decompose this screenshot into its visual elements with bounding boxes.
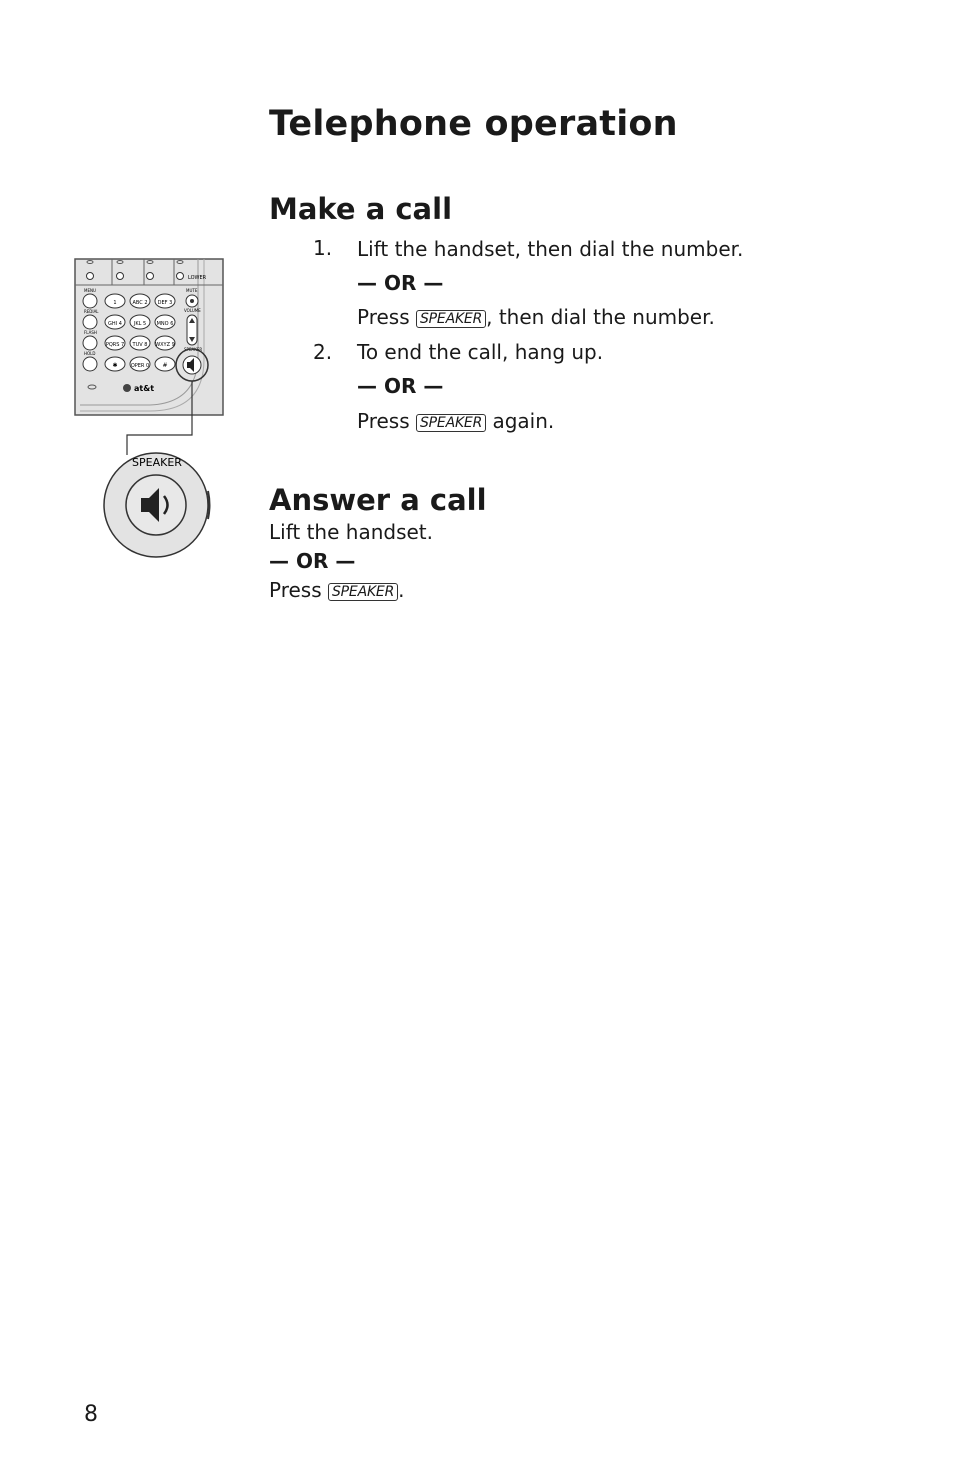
or-divider-2: — OR — <box>357 374 444 398</box>
brand-logo: at&t <box>134 384 155 393</box>
top-label: LOWER <box>188 275 207 281</box>
key-6: MNO 6 <box>156 321 174 327</box>
key-3: DEF 3 <box>157 300 173 306</box>
make-call-heading: Make a call <box>269 192 453 226</box>
phone-base-drawing <box>70 255 230 560</box>
side-label-flash: FLASH <box>84 330 97 335</box>
key-hash: # <box>162 362 168 369</box>
answer-call-heading: Answer a call <box>269 483 487 517</box>
answer-alt-prefix: Press <box>269 578 322 602</box>
step-2-alt <box>357 409 554 433</box>
step-1-text: Lift the handset, then dial the number. <box>357 237 744 261</box>
answer-line-1: Lift the handset. <box>269 520 433 544</box>
phone-illustration <box>70 255 230 560</box>
side-label-volume: VOLUME <box>184 308 201 313</box>
key-2: ABC 2 <box>132 300 148 306</box>
key-0: OPER 0 <box>130 363 150 369</box>
side-label-redial: REDIAL <box>84 309 99 314</box>
side-label-hold: HOLD <box>84 351 96 356</box>
key-1: 1 <box>113 300 117 306</box>
side-label-menu: MENU <box>84 288 96 293</box>
or-divider-3: — OR — <box>269 549 356 573</box>
key-7: PQRS 7 <box>105 342 125 348</box>
key-5: JKL 5 <box>133 321 147 327</box>
key-8: TUV 8 <box>132 342 148 348</box>
page-number: 8 <box>84 1402 98 1427</box>
speaker-key-icon: SPEAKER <box>416 414 486 432</box>
side-label-speaker: SPEAKER <box>184 347 203 352</box>
key-star: ✱ <box>112 362 118 369</box>
or-divider-1: — OR — <box>357 271 444 295</box>
step-1-alt-suffix: , then dial the number. <box>486 305 715 329</box>
speaker-key-icon: SPEAKER <box>328 583 398 601</box>
step-2-alt-suffix: again. <box>492 409 555 433</box>
key-9: WXYZ 9 <box>155 342 175 348</box>
speaker-key-icon: SPEAKER <box>416 310 486 328</box>
step-1-alt-prefix: Press <box>357 305 410 329</box>
step-2-text: To end the call, hang up. <box>357 340 604 364</box>
step-1-alt <box>357 305 715 329</box>
step-1-number: 1. <box>313 236 333 260</box>
side-label-mute: MUTE <box>186 288 198 293</box>
page-title: Telephone operation <box>269 104 678 144</box>
key-4: GHI 4 <box>108 321 122 327</box>
answer-alt <box>269 578 404 602</box>
callout-speaker-label: SPEAKER <box>132 456 182 469</box>
step-2-number: 2. <box>313 340 333 364</box>
answer-alt-suffix: . <box>398 578 405 602</box>
step-2-alt-prefix: Press <box>357 409 410 433</box>
